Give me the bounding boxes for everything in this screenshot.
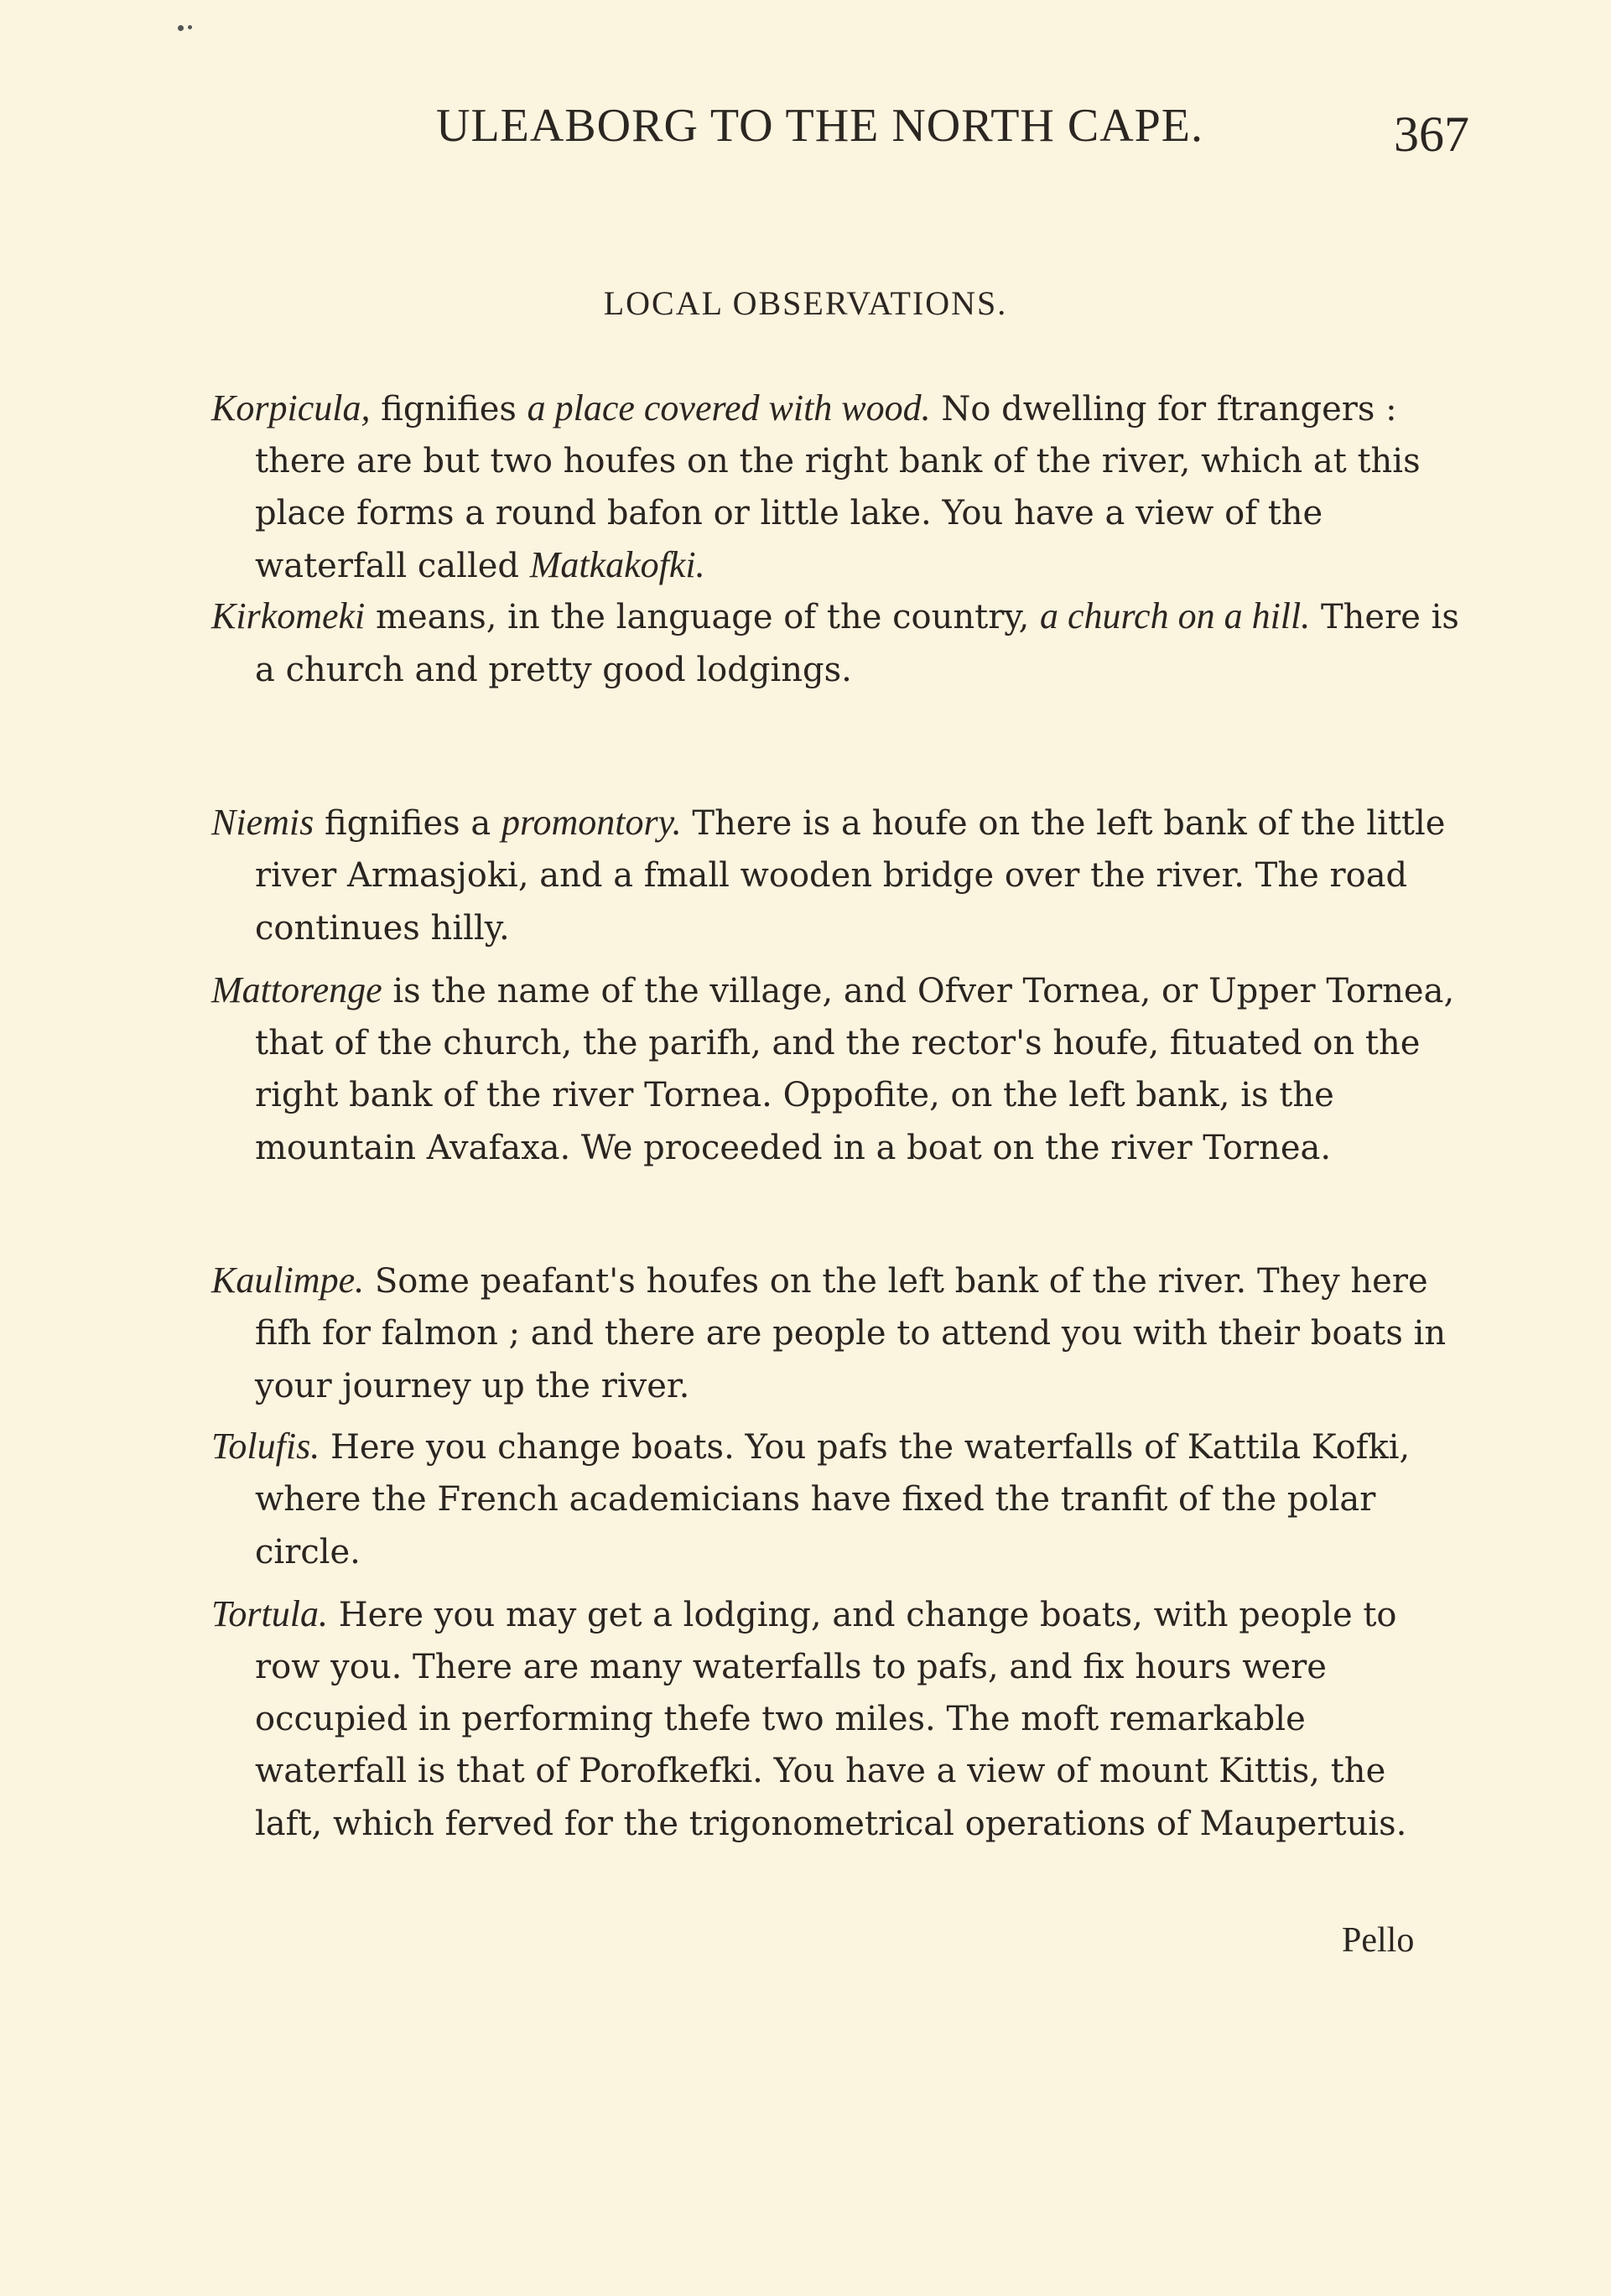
entry-text: means, in the language of the country, bbox=[365, 598, 1041, 636]
entry-term: Mattorenge bbox=[211, 969, 382, 1010]
entry-term: Niemis bbox=[211, 802, 314, 843]
entry-text: Some peafant's houfes on the left bank of the river. They here fifh for falmon ; and there are people to attend you with their boats in your journey up the river. bbox=[255, 1262, 1447, 1405]
entry-text: There is a church and pretty good lodgings. bbox=[255, 598, 1459, 689]
entry-kaulimpe bbox=[211, 1254, 1463, 1412]
margin-speck bbox=[178, 25, 184, 31]
catchword: Pello bbox=[1342, 1921, 1415, 1960]
entry-kirkomeki bbox=[211, 590, 1463, 696]
entry-tortula bbox=[211, 1588, 1463, 1850]
entry-text: fignifies bbox=[370, 390, 527, 429]
entry-term: Kaulimpe. bbox=[211, 1260, 365, 1301]
entry-italic: promontory. bbox=[501, 802, 682, 843]
entry-text: Here you change boats. You pafs the waterfalls of Kattila Kofki, where the French academicians have fixed the tranfit of the polar circle. bbox=[255, 1428, 1411, 1571]
entry-text: Here you may get a lodging, and change boats, with people to row you. There are many waterfalls to pafs, and fix hours were occupied in performing thefe two miles. The moft remarkable waterfall is that of Porofkefki. You have a view of mount Kittis, the laft, which ferved for the trigonometrical operations of Maupertuis. bbox=[255, 1596, 1407, 1843]
entry-term: Korpicula, bbox=[211, 387, 371, 429]
entry-text: No dwelling for ftrangers : there are but two houfes on the right bank of the river, which at this place forms a round bafon or little lake. You have a view of the waterfall called bbox=[255, 390, 1421, 585]
entry-italic: a church on a hill. bbox=[1040, 595, 1311, 636]
entry-niemis bbox=[211, 797, 1463, 954]
page-number: 367 bbox=[1394, 106, 1469, 162]
entry-tolufis bbox=[211, 1421, 1463, 1578]
entry-korpicula bbox=[211, 382, 1463, 592]
entry-term: Tolufis. bbox=[211, 1426, 320, 1467]
section-title: LOCAL OBSERVATIONS. bbox=[603, 284, 1008, 322]
entry-text: fignifies a bbox=[314, 804, 501, 843]
entry-term: Tortula. bbox=[211, 1593, 329, 1634]
entry-text: There is a houfe on the left bank of the little river Armasjoki, and a fmall wooden bridge over the river. The road continues hilly. bbox=[255, 804, 1446, 948]
entry-mattorenge bbox=[211, 964, 1463, 1174]
entry-term: Kirkomeki bbox=[211, 595, 366, 636]
entry-text: is the name of the village, and Ofver Tornea, or Upper Tornea, that of the church, the parifh, and the rector's houfe, fituated on the right bank of the river Tornea. Oppofite, on the left bank, is the mountain Avafaxa. We proceeded in a boat on the river Tornea. bbox=[255, 972, 1455, 1167]
margin-speck bbox=[188, 25, 192, 29]
entry-italic: Matkakofki. bbox=[529, 544, 705, 585]
running-head: ULEABORG TO THE NORTH CAPE. bbox=[436, 100, 1204, 152]
entry-italic: a place covered with wood. bbox=[527, 387, 931, 429]
